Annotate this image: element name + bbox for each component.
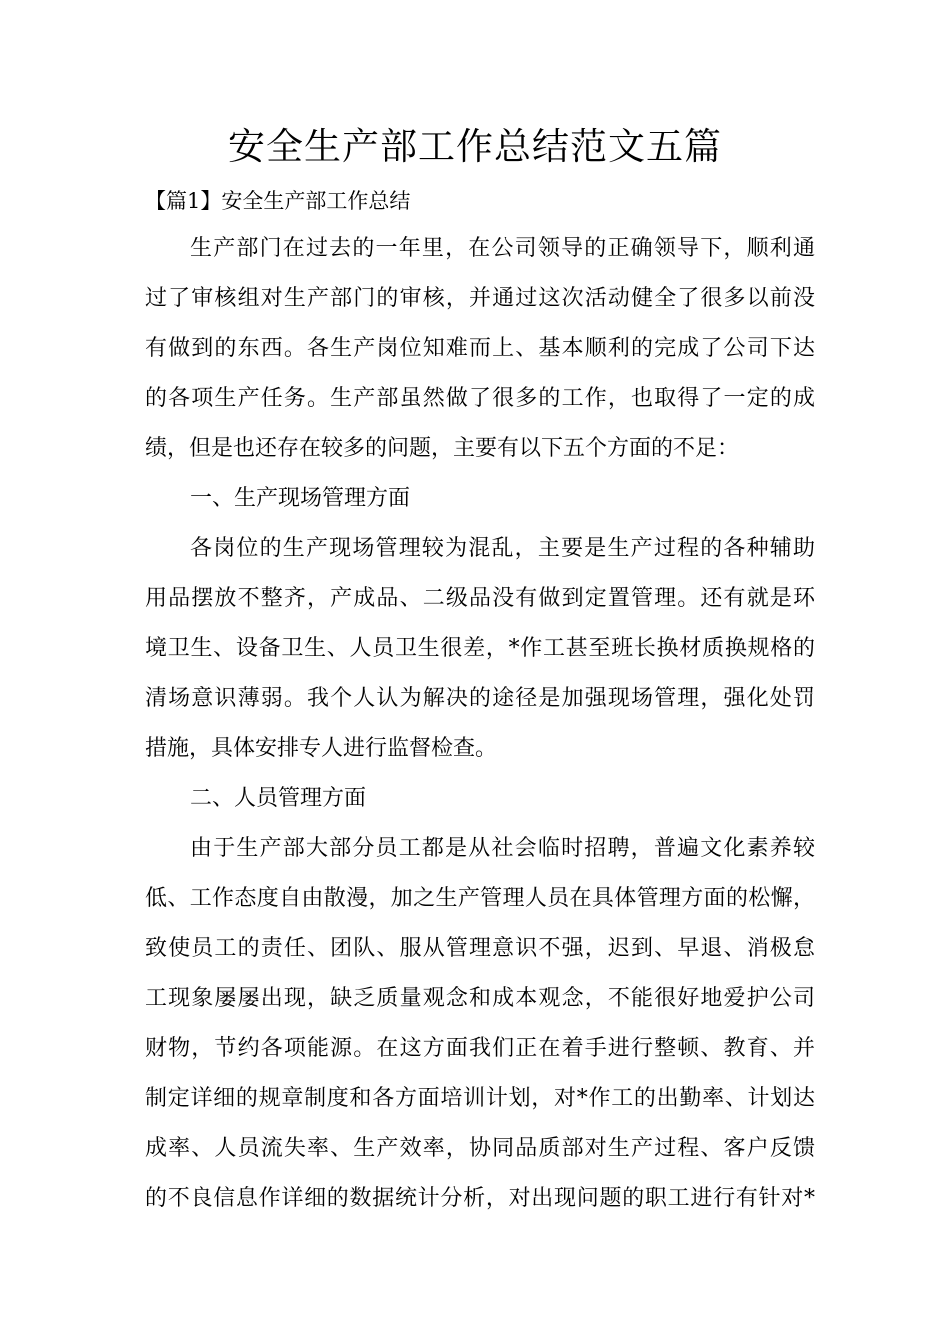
paragraph-line: 制定详细的规章制度和各方面培训计划，对*作工的出勤率、计划达: [145, 1086, 815, 1111]
section-heading: 一、生产现场管理方面: [190, 486, 411, 511]
paragraph-line: 财物，节约各项能源。在这方面我们正在着手进行整顿、教育、并: [145, 1036, 815, 1061]
section-heading: 二、人员管理方面: [190, 786, 367, 811]
paragraph-line: 措施，具体安排专人进行监督检查。: [145, 736, 498, 761]
section-header: 【篇1】安全生产部工作总结: [145, 189, 411, 213]
paragraph-line: 过了审核组对生产部门的审核，并通过这次活动健全了很多以前没: [145, 286, 815, 311]
paragraph-line: 的各项生产任务。生产部虽然做了很多的工作，也取得了一定的成: [145, 386, 815, 411]
paragraph-line: 清场意识薄弱。我个人认为解决的途径是加强现场管理，强化处罚: [145, 686, 815, 711]
paragraph-line: 用品摆放不整齐，产成品、二级品没有做到定置管理。还有就是环: [145, 586, 815, 611]
paragraph-line: 的不良信息作详细的数据统计分析，对出现问题的职工进行有针对*: [145, 1186, 815, 1211]
paragraph-line: 生产部门在过去的一年里，在公司领导的正确领导下，顺利通: [190, 236, 815, 261]
document-title: 安全生产部工作总结范文五篇: [228, 125, 722, 168]
paragraph-line: 绩，但是也还存在较多的问题，主要有以下五个方面的不足：: [145, 436, 740, 461]
paragraph-line: 成率、人员流失率、生产效率，协同品质部对生产过程、客户反馈: [145, 1136, 815, 1161]
paragraph-line: 境卫生、设备卫生、人员卫生很差，*作工甚至班长换材质换规格的: [145, 636, 815, 661]
paragraph-line: 低、工作态度自由散漫，加之生产管理人员在具体管理方面的松懈，: [145, 886, 815, 911]
paragraph-line: 各岗位的生产现场管理较为混乱，主要是生产过程的各种辅助: [190, 536, 815, 561]
paragraph-line: 由于生产部大部分员工都是从社会临时招聘，普遍文化素养较: [190, 836, 815, 861]
paragraph-line: 工现象屡屡出现，缺乏质量观念和成本观念，不能很好地爱护公司: [145, 986, 815, 1011]
paragraph-line: 致使员工的责任、团队、服从管理意识不强，迟到、早退、消极怠: [145, 936, 815, 961]
paragraph-line: 有做到的东西。各生产岗位知难而上、基本顺利的完成了公司下达: [145, 336, 815, 361]
